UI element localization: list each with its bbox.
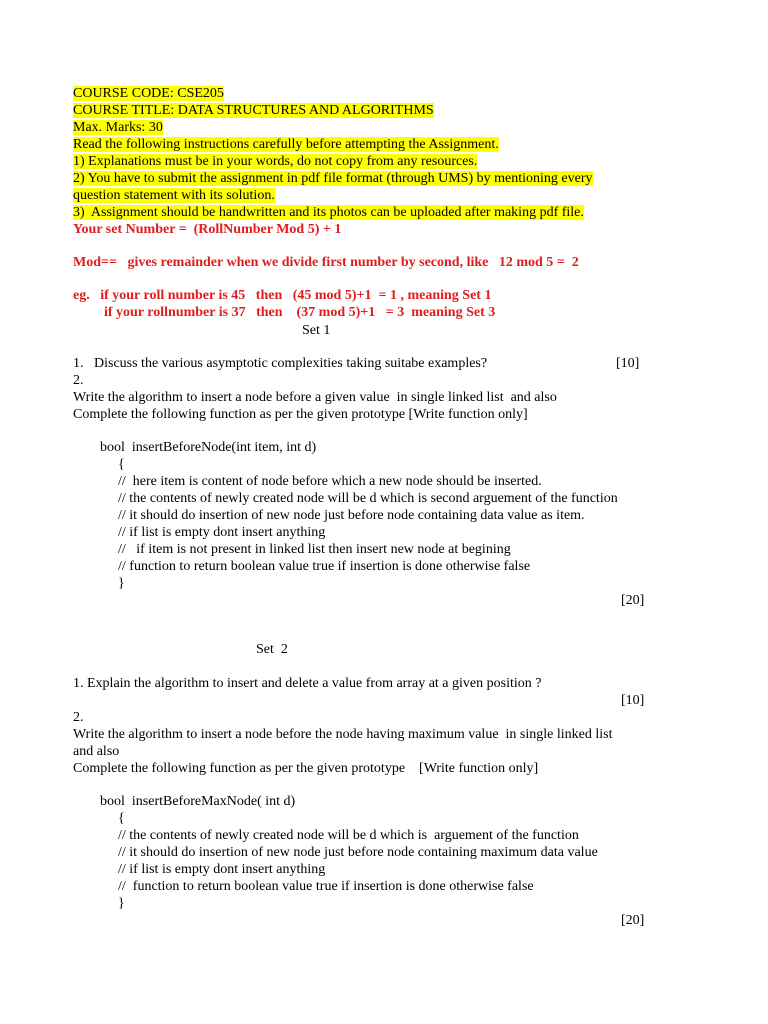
set1-title: Set 1 <box>302 323 331 338</box>
instructions-intro: Read the following instructions carefully before attempting the Assignment. <box>73 137 499 152</box>
set2-q2-line1: Write the algorithm to insert a node before the node having maximum value in single linked list <box>73 727 613 742</box>
set2-code-comment: // function to return boolean value true if insertion is done otherwise false <box>118 879 534 894</box>
set2-q2-line2: and also <box>73 744 120 759</box>
set2-title: Set 2 <box>256 642 288 657</box>
set1-q2-line1: Write the algorithm to insert a node before a given value in single linked list and also <box>73 390 557 405</box>
set1-q2-line2: Complete the following function as per the given prototype [Write function only] <box>73 407 528 422</box>
set1-code-signature: bool insertBeforeNode(int item, int d) <box>100 440 317 455</box>
set-formula: Your set Number = (RollNumber Mod 5) + 1 <box>73 222 342 237</box>
set2-code-open-brace: { <box>118 811 125 826</box>
course-title: COURSE TITLE: DATA STRUCTURES AND ALGORITHMS <box>73 103 434 118</box>
set1-code-comment: // function to return boolean value true if insertion is done otherwise false <box>118 559 531 574</box>
set2-code-comment: // it should do insertion of new node just before node containing maximum data value <box>118 845 598 860</box>
instruction-3: 3) Assignment should be handwritten and its photos can be uploaded after making pdf file. <box>73 205 584 220</box>
set1-code-comment: // here item is content of node before which a new node should be inserted. <box>118 474 542 489</box>
set2-code-close-brace: } <box>118 896 125 911</box>
set2-code-comment: // the contents of newly created node will be d which is arguement of the function <box>118 828 579 843</box>
set2-q1-marks: [10] <box>621 693 645 708</box>
set2-q1: 1. Explain the algorithm to insert and delete a value from array at a given position ? <box>73 676 542 691</box>
set1-q2-marks: [20] <box>621 593 645 608</box>
mod-definition: Mod== gives remainder when we divide first number by second, like 12 mod 5 = 2 <box>73 255 579 270</box>
max-marks: Max. Marks: 30 <box>73 120 163 135</box>
set1-code-comment: // if list is empty dont insert anything <box>118 525 326 540</box>
instruction-1: 1) Explanations must be in your words, do not copy from any resources. <box>73 154 478 169</box>
set2-q2-number: 2. <box>73 710 84 725</box>
example-2: if your rollnumber is 37 then (37 mod 5)+1 = 3 meaning Set 3 <box>104 305 496 320</box>
set2-code-signature: bool insertBeforeMaxNode( int d) <box>100 794 296 809</box>
example-1: eg. if your roll number is 45 then (45 mod 5)+1 = 1 , meaning Set 1 <box>73 288 492 303</box>
set2-q2-marks: [20] <box>621 913 645 928</box>
set1-q1: 1. Discuss the various asymptotic complexities taking suitabe examples? <box>73 356 488 371</box>
set1-q1-marks: [10] <box>616 356 640 371</box>
instruction-2b: question statement with its solution. <box>73 188 275 203</box>
instruction-2a: 2) You have to submit the assignment in pdf file format (through UMS) by mentioning every <box>73 171 593 186</box>
course-code: COURSE CODE: CSE205 <box>73 86 224 101</box>
set1-code-comment: // if item is not present in linked list then insert new node at begining <box>118 542 511 557</box>
set2-code-comment: // if list is empty dont insert anything <box>118 862 326 877</box>
set1-code-comment: // it should do insertion of new node just before node containing data value as item. <box>118 508 585 523</box>
set1-code-open-brace: { <box>118 457 125 472</box>
set2-q2-line3: Complete the following function as per the given prototype [Write function only] <box>73 761 539 776</box>
set1-code-close-brace: } <box>118 576 125 591</box>
set1-code-comment: // the contents of newly created node will be d which is second arguement of the function <box>118 491 618 506</box>
set1-q2-number: 2. <box>73 373 84 388</box>
